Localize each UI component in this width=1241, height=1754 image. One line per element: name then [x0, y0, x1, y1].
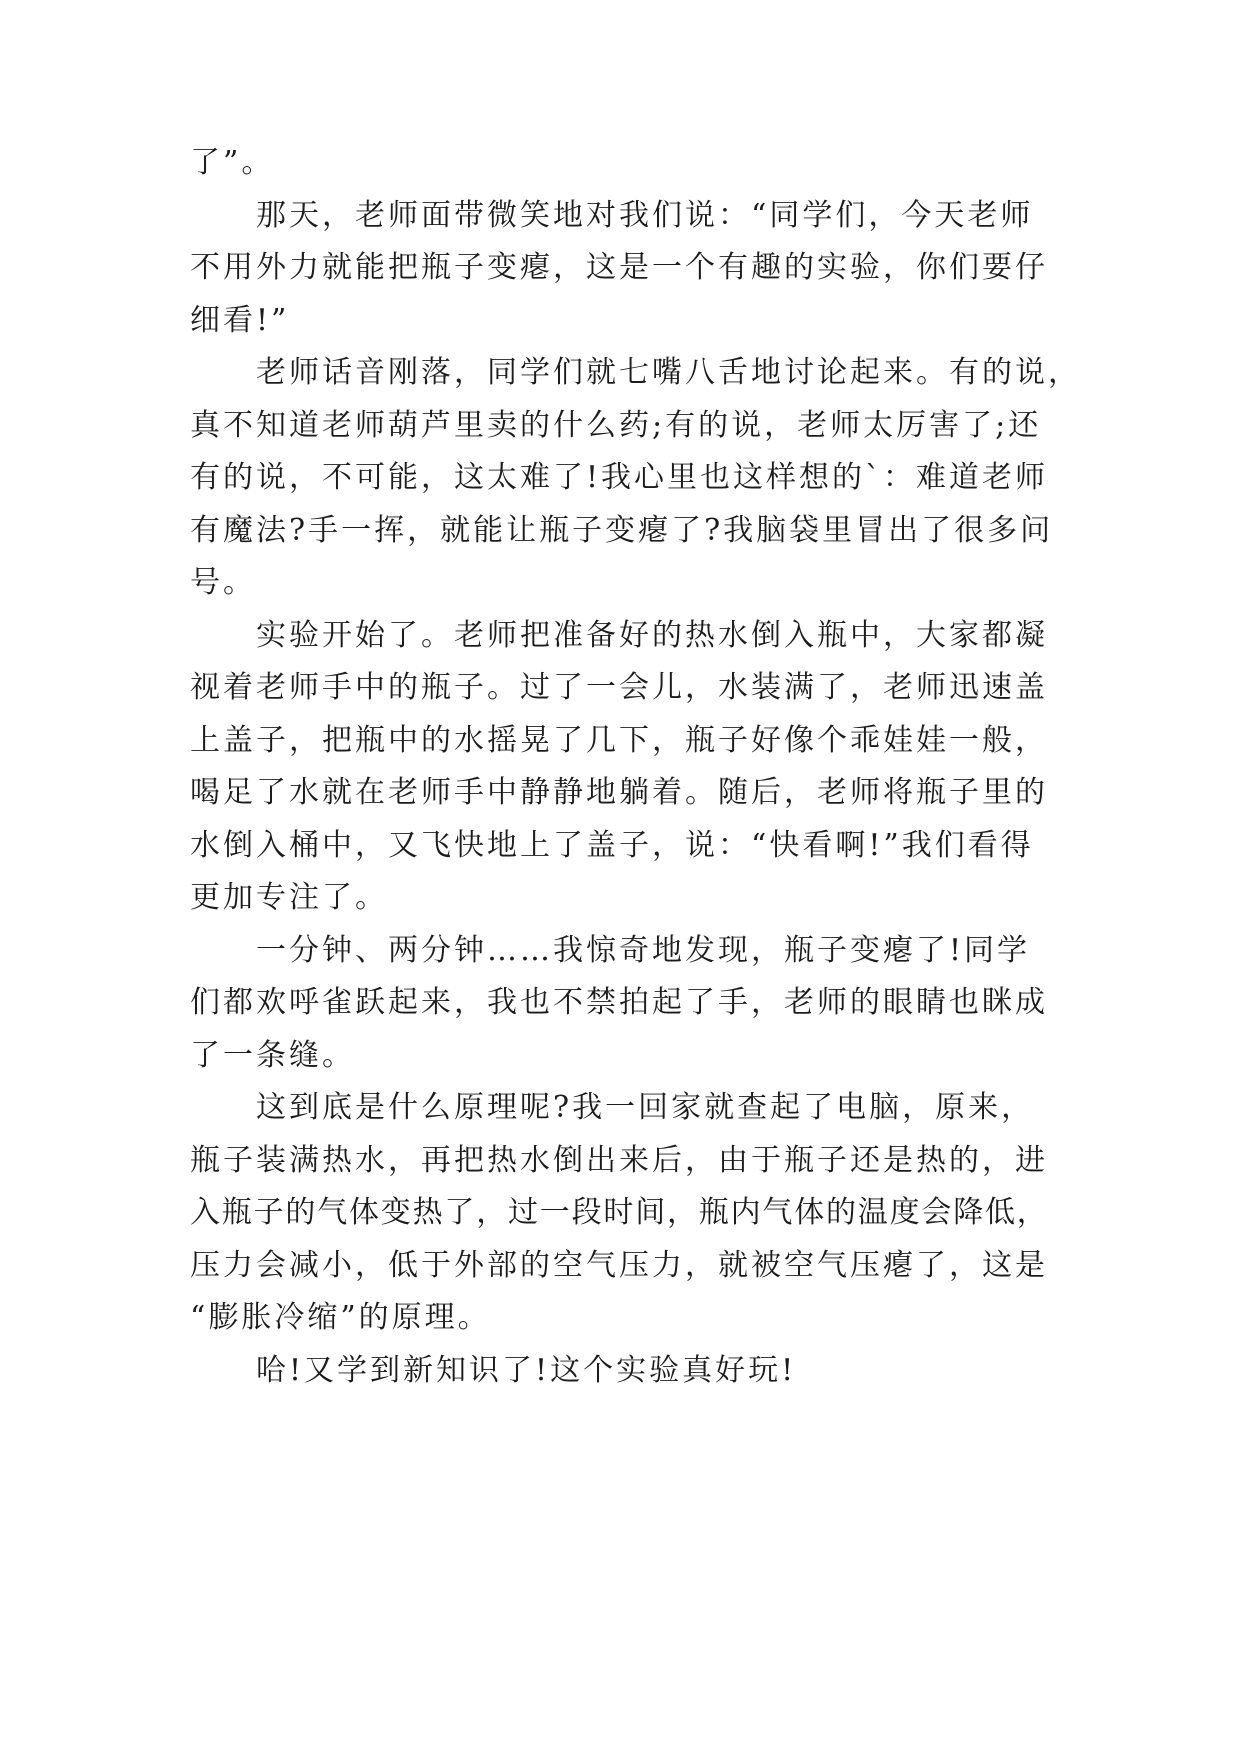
text-line: 有的说，不可能，这太难了!我心里也这样想的`：难道老师 [190, 460, 1049, 495]
paragraph-teacher-intro [190, 190, 1110, 348]
text-line: 有魔法?手一挥，就能让瓶子变瘪了?我脑袋里冒出了很多问 [190, 512, 1054, 548]
paragraph-experiment [190, 610, 1110, 925]
text-line: 了”。 [190, 145, 275, 180]
text-line: 压力会减小，低于外部的空气压力，就被空气压瘪了，这是 [190, 1247, 1048, 1283]
body-text [190, 137, 1110, 1397]
text-line: 真不知道老师葫芦里卖的什么药;有的说，老师太厉害了;还 [190, 407, 1042, 443]
text-line: 更加专注了。 [190, 880, 388, 915]
text-line: 这到底是什么原理呢?我一回家就查起了电脑，原来， [256, 1090, 1035, 1125]
text-line: 视着老师手中的瓶子。过了一会儿，水装满了，老师迅速盖 [190, 670, 1048, 705]
text-line: 老师话音刚落，同学们就七嘴八舌地讨论起来。有的说， [256, 355, 1081, 390]
text-line: 们都欢呼雀跃起来，我也不禁拍起了手，老师的眼睛也眯成 [190, 985, 1048, 1020]
text-line: 细看!” [190, 302, 290, 338]
text-line: 上盖子，把瓶中的水摇晃了几下，瓶子好像个乖娃娃一般， [190, 722, 1048, 758]
text-line: 了一条缝。 [190, 1037, 355, 1073]
paragraph-continuation [190, 137, 1110, 190]
text-line: 水倒入桶中，又飞快地上了盖子，说：“快看啊!”我们看得 [190, 827, 1034, 863]
text-line: 入瓶子的气体变热了，过一段时间，瓶内气体的温度会降低， [190, 1195, 1049, 1230]
text-line: 那天，老师面带微笑地对我们说：“同学们，今天老师 [256, 197, 1034, 233]
paragraph-principle [190, 1082, 1110, 1345]
paragraph-result [190, 925, 1110, 1083]
text-line: 瓶子装满热水，再把热水倒出来后，由于瓶子还是热的，进 [190, 1142, 1048, 1178]
paragraph-discussion [190, 347, 1110, 610]
text-line: 喝足了水就在老师手中静静地躺着。随后，老师将瓶子里的 [190, 775, 1048, 810]
text-line: 不用外力就能把瓶子变瘪，这是一个有趣的实验，你们要仔 [190, 250, 1048, 285]
text-line: 实验开始了。老师把准备好的热水倒入瓶中，大家都凝 [256, 617, 1048, 653]
text-line: 号。 [190, 565, 256, 600]
text-line: 一分钟、两分钟……我惊奇地发现，瓶子变瘪了!同学 [256, 932, 1031, 968]
text-line: 哈!又学到新知识了!这个实验真好玩! [256, 1352, 797, 1388]
paragraph-conclusion [190, 1345, 1110, 1398]
text-line: “膨胀冷缩”的原理。 [190, 1300, 491, 1335]
